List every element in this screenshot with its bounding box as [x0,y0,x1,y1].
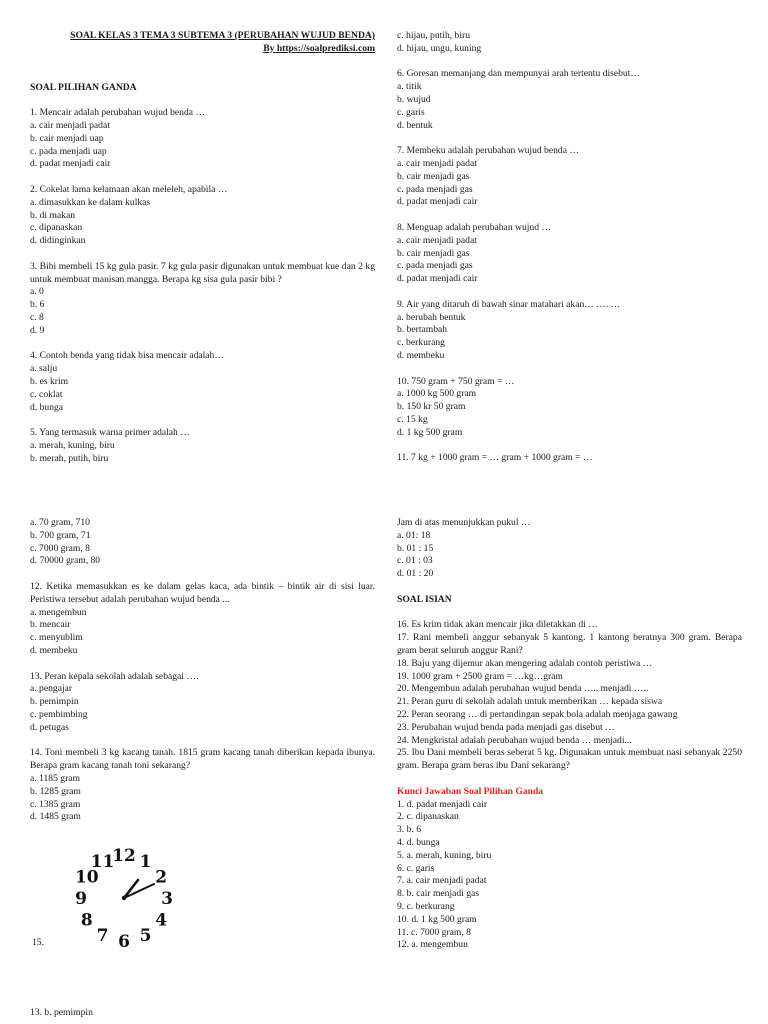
answer-key-item: 8. b. cair menjadi gas [397,888,480,900]
isian-question: 25. Ibu Dani membeli beras seberat 5 kg. Digunakan untuk membuat nasi sebanyak 2250 gram. Berapa gram beras ibu Dani sekarang? [397,747,742,772]
isian-question: 24. Mengkristal adalah perubahan wujud benda … menjadi... [397,734,632,746]
answer-option: c. menyublim [30,632,83,644]
document-header [30,30,375,56]
question-text: 5. Yang termasuk warna primer adalah … [30,427,190,439]
question-15 [30,843,190,955]
question-list [30,107,375,465]
clock-center-icon [122,896,126,900]
answer-option: c. pada menjadi gas [397,260,473,272]
question-text: 7. Membeku adalah perubahan wujud benda … [397,145,579,157]
question-text: 12. Ketika memasukkan es ke dalam gelas kaca, ada bintik – bintik air di sisi luar. Peristiwa tersebut adalah perubahan wujud benda ... [30,580,375,605]
question-block [30,107,375,171]
answer-option: b. 6 [30,299,45,311]
answer-key-list [397,799,742,953]
answer-option: b. cair menjadi gas [397,170,470,182]
question-block [30,184,375,248]
answer-option: d. petugas [30,721,69,733]
answer-option: c. berkurang [397,337,445,349]
answer-option: b. 1285 gram [30,785,81,797]
isian-question: 21. Peran guru di sekolah adalah untuk memberikan … kepada siswa [397,696,663,708]
answer-key-item: 2. c. dipanaskan [397,811,459,823]
answer-option: d. padat menjadi cair [397,196,478,208]
answer-option: d. padat menjadi cair [30,158,111,170]
clock-number: 3 [161,889,173,909]
isian-question: 19. 1000 gram + 2500 gram = …kg…gram [397,670,563,682]
isian-question: 18. Baju yang dijemur akan mengering adalah contoh peristiwa … [397,657,653,669]
answer-option: b. 700 gram, 71 [30,529,91,541]
answer-option: a. 1000 kg 500 gram [397,388,477,400]
answer-option: c. 15 kg [397,413,428,425]
question-11-options [30,517,375,568]
clock-number: 12 [112,846,136,866]
clock-number: 8 [80,910,93,931]
answer-key-item: 4. d. bunga [397,836,440,848]
answer-key-item: 11. c. 7000 gram, 8 [397,926,471,938]
question-block [397,222,742,286]
answer-option: b. mencair [30,619,71,631]
question-block [30,581,375,658]
answer-option: a. mengembun [30,606,87,618]
answer-option: b. di makan [30,209,76,221]
answer-option: b. cair menjadi uap [30,132,104,144]
clock-face [75,846,173,952]
question-list [397,68,742,465]
answer-option: a. 0 [30,286,44,298]
page1-right-column [397,30,742,465]
isian-question: 23. Perubahan wujud benda pada menjadi gas disebut … [397,721,615,733]
answer-key-item: 7. a. cair menjadi padat [397,875,487,887]
answer-key-item: 9. c. berkurang [397,900,455,912]
answer-option: a. cair menjadi padat [30,119,110,131]
isian-question: 17. Rani membeli anggur sebanyak 5 kantong. 1 kantong beratnya 300 gram. Berapa gram berat seluruh anggur Rani? [397,632,742,656]
answer-option: b. merah, putih, biru [30,452,109,464]
document-title: SOAL KELAS 3 TEMA 3 SUBTEMA 3 (PERUBAHAN WUJUD BENDA) [70,30,375,41]
answer-key-item: 10. d. 1 kg 500 gram [397,913,477,925]
answer-option: b. 150 kr 50 gram [397,401,466,413]
question-block [397,452,742,465]
question-block [397,299,742,363]
page3-left-column [30,1007,375,1020]
answer-option: b. wujud [397,93,431,105]
answer-option: d. membeku [397,349,445,361]
isian-question: 16. Es krim tidak akan mencair jika diletakkan di … [397,619,598,631]
answer-option: a. cair menjadi padat [397,234,477,246]
clock-number: 1 [139,851,152,872]
answer-key-item: 3. b. 6 [397,824,421,836]
question-text: 1. Mencair adalah perubahan wujud benda … [30,107,206,119]
answer-option: c. 7000 gram, 8 [30,542,90,554]
page2-right-column [397,517,742,952]
answer-option: a. 70 gram, 710 [30,517,90,528]
answer-key-item: 5. a. merah, kuning, biru [397,849,492,861]
question-text: 11. 7 kg + 1000 gram = … gram + 1000 gram = … [397,452,593,464]
answer-option: b. 01 : 15 [397,542,434,554]
question-block [30,261,375,338]
answer-option: c. garis [397,106,425,118]
clock-number: 6 [118,932,130,952]
question-block [30,350,375,414]
clock-number: 7 [96,926,109,947]
answer-option: d. didinginkan [30,235,86,247]
answer-option: d. membeku [30,644,78,656]
answer-option: c. pada menjadi gas [397,183,473,195]
question-block [30,427,375,465]
answer-option: c. 1385 gram [30,798,81,810]
answer-option: c. pembimbing [30,708,88,720]
question-text: 10. 750 gram + 750 gram = … [397,375,515,387]
question-text: 2. Cokelat lama kelamaan akan meleleh, apabila … [30,183,228,195]
answer-option: b. cair menjadi gas [397,247,470,259]
answer-option: c. coklat [30,388,63,400]
answer-option: b. es krim [30,375,69,387]
answer-option: d. bunga [30,401,64,413]
clock-number: 10 [74,867,99,888]
question-text: 14. Toni membeli 3 kg kacang tanah. 1815 gram kacang tanah diberikan kepada ibunya. Berapa gram kacang tanah toni sekarang? [30,747,375,772]
question-15-number: 15. [32,937,44,948]
clock-number: 9 [75,889,87,909]
question-list [30,581,375,824]
answer-option: a. titik [397,81,422,93]
answer-option: c. dipanaskan [30,222,83,234]
answer-option: d. 9 [30,324,45,336]
answer-option: d. 1 kg 500 gram [397,426,463,438]
answer-key-item: 12. a. mengembun [397,939,468,951]
section-title-pilihan-ganda: SOAL PILIHAN GANDA [30,81,137,93]
question-block [30,671,375,735]
document-source: By https://soalprediksi.com [263,42,375,54]
question-15-text: Jam di atas menunjukkan pukul … [397,517,531,528]
answer-key-title: Kunci Jawaban Soal Pilihan Ganda [397,785,544,797]
isian-list [397,619,742,773]
answer-option: a. 1185 gram [30,772,80,784]
answer-option: c. hijau, putih, biru [397,30,471,41]
question-text: 4. Contoh benda yang tidak bisa mencair adalah… [30,350,224,362]
question-text: 9. Air yang ditaruh di bawah sinar matahari akan… …. … [397,298,621,310]
section-title-isian: SOAL ISIAN [397,593,452,605]
answer-option: d. 01 : 20 [397,568,434,580]
question-block [30,747,375,824]
answer-key-continued [30,1007,375,1020]
answer-option: c. 8 [30,311,44,323]
answer-option: a. salju [30,363,58,375]
answer-key-item: 13. b. pemimpin [30,1007,93,1018]
question-text: 6. Goresan memanjang dan mempunyai arah tertentu disebut… [397,68,640,80]
answer-option: a. dimasukkan ke dalam kulkas [30,196,151,208]
answer-option: d. bentuk [397,119,433,131]
answer-option: b. bertambah [397,324,448,336]
question-block [397,376,742,440]
answer-key-item: 6. c. garis [397,862,435,874]
analog-clock [30,843,190,955]
question-5-continued [397,30,742,56]
clock-number: 5 [139,926,152,947]
answer-option: d. 1485 gram [30,811,81,823]
answer-option: c. 01 : 03 [397,555,433,567]
clock-number: 11 [90,851,115,872]
isian-question: 22. Peran seorang … di pertandingan sepak bola adalah menjaga gawang [397,708,678,720]
answer-option: a. pengajar [30,683,73,695]
question-block [397,145,742,209]
answer-option: d. 70000 gram, 80 [30,555,101,567]
answer-option: c. pada menjadi uap [30,145,107,157]
question-text: 8. Menguap adalah perubahan wujud … [397,221,551,233]
answer-key-item: 1. d. padat menjadi cair [397,798,488,810]
answer-option: b. pemimpin [30,696,79,708]
answer-option: a. 01: 18 [397,529,431,541]
answer-option: d. hijau, ungu, kuning [397,42,482,54]
question-text: 13. Peran kepala sekolah adalah sebagai …. [30,670,199,682]
question-15-options [397,530,742,581]
clock-number: 4 [155,910,168,931]
answer-option: d. padat menjadi cair [397,273,478,285]
page1-left-column [30,30,375,466]
page2-left-column [30,517,375,824]
answer-option: a. merah, kuning, biru [30,439,115,451]
clock-number: 2 [155,867,168,888]
answer-option: a. cair menjadi padat [397,157,477,169]
isian-question: 20. Mengembun adalah perubahan wujud benda ….. menjadi ….. [397,683,649,695]
question-block [397,68,742,132]
question-text: 3. Bibi membeli 15 kg gula pasir. 7 kg gula pasir digunakan untuk membuat kue dan 2 kg untuk membuat manisan mangga. Berapa kg sisa gula pasir bibi ? [30,260,375,285]
answer-option: a. berubah bentuk [397,311,466,323]
